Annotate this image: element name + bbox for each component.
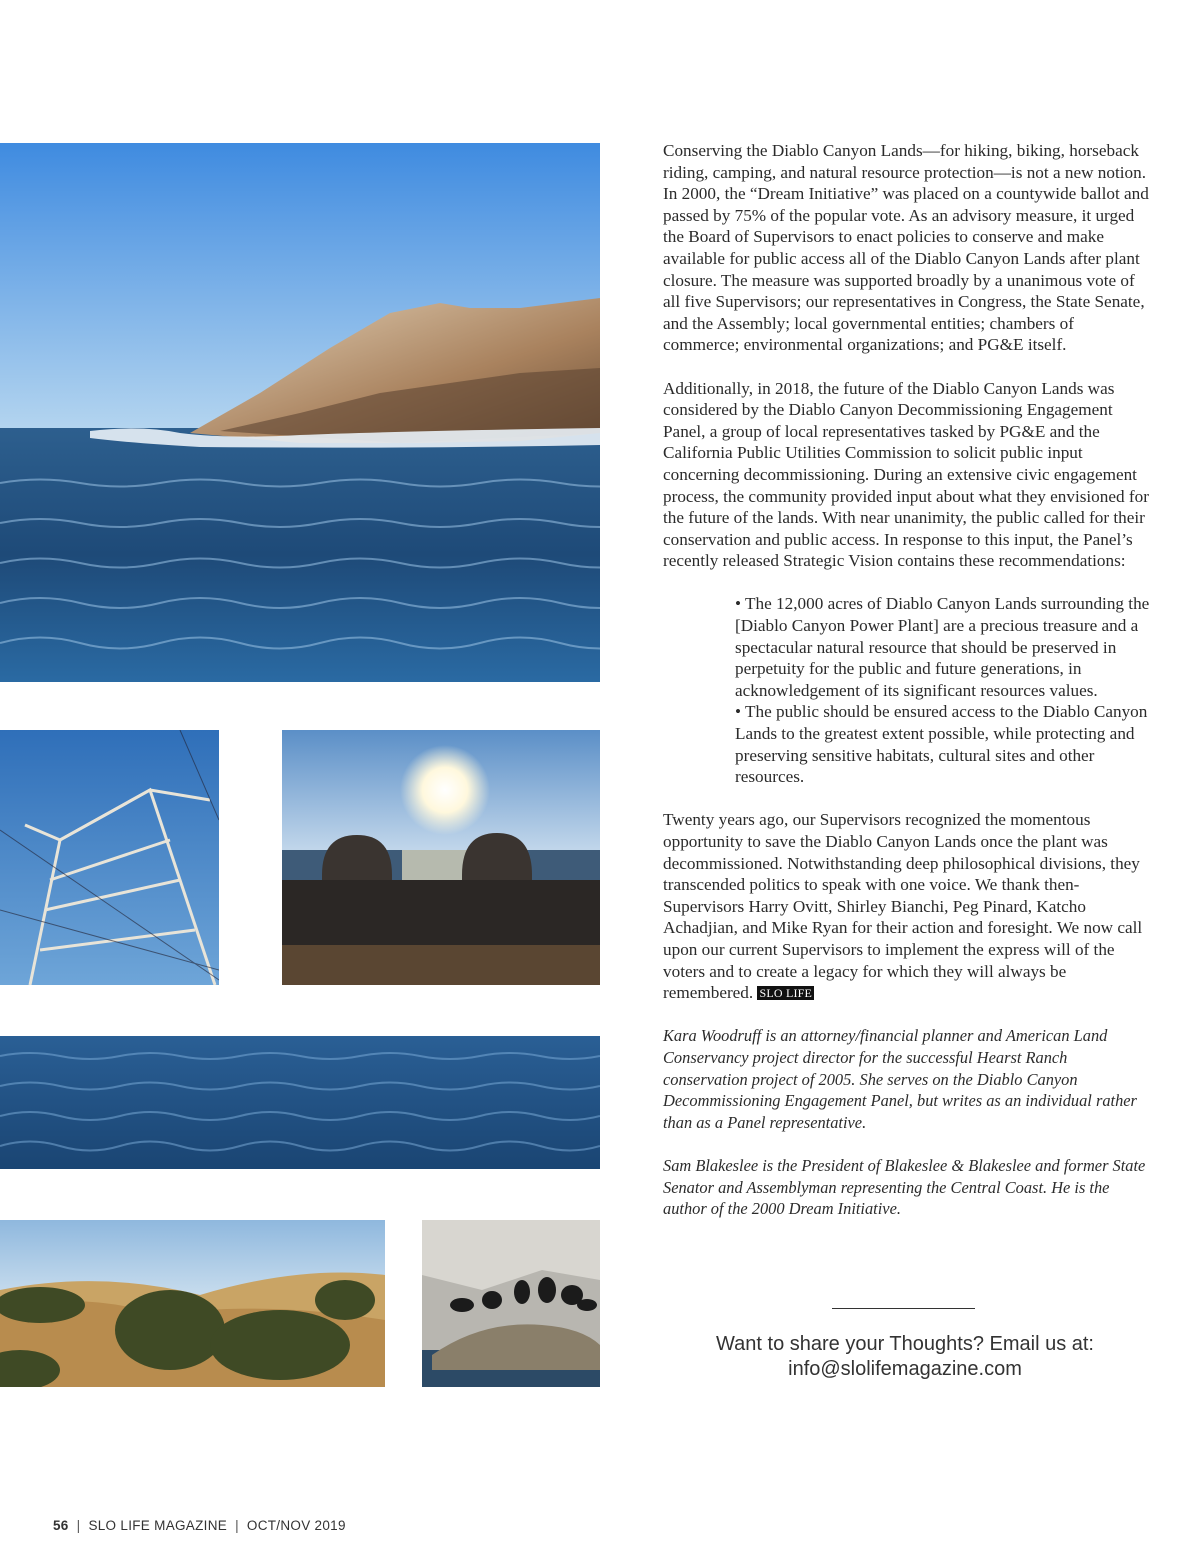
closing-text: Twenty years ago, our Supervisors recognized the momentous opportunity to save the Diablo Canyon Lands once the plant was decommissioned. Notwithstanding deep philosophical divisions, they transcended politics to speak with one voice. We thank then-Supervisors Harry Ovitt, Shirley Bianchi, Peg Pinard, Katcho Achadjian, and Mike Ryan for their action and foresight. We now call upon our current Supervisors to implement the express will of the voters and to create a legacy for which they will always be remembered.: [663, 810, 1143, 1003]
page-number: 56: [53, 1518, 69, 1533]
issue-date: OCT/NOV 2019: [246, 1518, 346, 1533]
author-bio: Sam Blakeslee is the President of Blakeslee & Blakeslee and former State Senator and Assemblyman representing the Central Coast. He is the author of the 2000 Dream Initiative.: [663, 1155, 1146, 1219]
share-email-link[interactable]: info@slolifemagazine.com: [788, 1358, 1022, 1380]
share-callout: [663, 1332, 1147, 1382]
golden-hills-photo: [0, 1220, 385, 1387]
footer-separator: |: [235, 1518, 239, 1533]
article-body: [663, 140, 1153, 1241]
recommendation-item: • The public should be ensured access to the Diablo Canyon Lands to the greatest extent possible, while protecting and preserving sensitive habitats, cultural sites and other resources.: [735, 702, 1148, 787]
slo-life-end-mark: SLO LIFE: [759, 986, 813, 1001]
article-paragraph: Conserving the Diablo Canyon Lands—for hiking, biking, horseback riding, camping, and natural resource protection—is not a new notion. In 2000, the “Dream Initiative” was placed on a countywide ballot and passed by 75% of the popular vote. As an advisory measure, it urged the Board of Supervisors to enact policies to conserve and make available for public access all of the Diablo Canyon Lands after plant closure. The measure was supported broadly by a unanimous vote of all five Supervisors; our representatives in Congress, the State Senate, and the Assembly; local governmental entities; chambers of commerce; environmental organizations; and PG&E itself.: [663, 141, 1149, 355]
seabirds-on-rocks-photo: [422, 1220, 600, 1387]
article-paragraph: Additionally, in 2018, the future of the Diablo Canyon Lands was considered by the Diablo Canyon Decommissioning Engagement Panel, a group of local representatives tasked by PG&E and the California Public Utilities Commission to solicit public input concerning decommissioning. During an extensive civic engagement process, the community provided input about what they envisioned for the future of the lands. With near unanimity, the public called for their conservation and public access. In response to this input, the Panel’s recently released Strategic Vision contains these recommendations:: [663, 378, 1149, 571]
divider: [832, 1308, 975, 1309]
article-paragraph: [663, 809, 1153, 1003]
author-bio: Kara Woodruff is an attorney/financial planner and American Land Conservancy project director for the successful Hearst Ranch conservation project of 2005. She serves on the Diablo Canyon Decommissioning Engagement Panel, but writes as an individual rather than as a Panel representative.: [663, 1026, 1137, 1132]
magazine-name: SLO LIFE MAGAZINE: [88, 1518, 228, 1533]
page-footer: [53, 1518, 346, 1533]
ocean-surface-photo: [0, 1036, 600, 1169]
transmission-tower-photo: [0, 730, 219, 985]
recommendations-list: [735, 593, 1153, 787]
share-prompt: Want to share your Thoughts? Email us at:: [716, 1333, 1094, 1355]
recommendation-item: • The 12,000 acres of Diablo Canyon Lands surrounding the [Diablo Canyon Power Plant] are a precious treasure and a spectacular natural resource that should be preserved in perpetuity for the public and future generations, in acknowledgement of its significant resources values.: [735, 594, 1150, 700]
coastal-rock-photo: [0, 143, 600, 682]
footer-separator: |: [76, 1518, 81, 1533]
power-plant-photo: [282, 730, 600, 985]
